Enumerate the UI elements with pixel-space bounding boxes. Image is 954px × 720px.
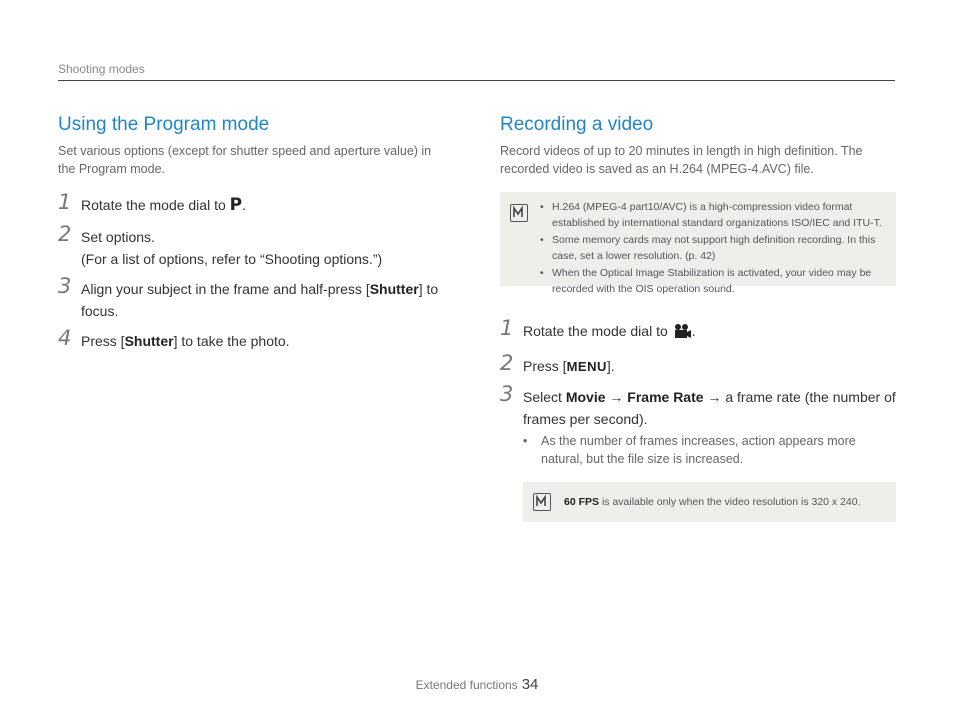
step-text: Align your subject in the frame and half-press [ (81, 281, 370, 297)
header-section-label: Shooting modes (58, 62, 145, 76)
note-list (540, 200, 884, 297)
step-number: 4 (58, 326, 72, 350)
step-text-end: . (691, 323, 696, 339)
program-step-4 (58, 326, 450, 352)
page-footer (0, 676, 954, 693)
frame-rate-note-box (523, 482, 896, 522)
step-sub-bullet: • As the number of frames increases, action appears more natural, but the file size is increased. (523, 432, 896, 468)
left-column (58, 114, 450, 352)
step-number: 3 (58, 274, 72, 298)
step-subtext: (For a list of options, refer to “Shooting options.”) (81, 251, 383, 267)
shutter-key-label: Shutter (124, 333, 174, 349)
menu-item-frame-rate: Frame Rate (627, 389, 704, 405)
step-text: Rotate the mode dial to (523, 323, 672, 339)
video-step-1 (500, 316, 896, 345)
step-text: Press [ (523, 358, 567, 374)
movie-camera-icon (672, 323, 692, 345)
step-text-end: . (242, 197, 247, 213)
step-number: 2 (58, 222, 72, 246)
program-mode-intro: Set various options (except for shutter speed and aperture value) in the Program mode. (58, 144, 432, 176)
note-pencil-icon (533, 493, 551, 511)
menu-item-movie: Movie (565, 389, 606, 405)
video-step-2 (500, 351, 896, 378)
shutter-key-label: Shutter (369, 281, 419, 297)
menu-key-label: MENU (566, 359, 607, 374)
arrow-separator: → (605, 389, 628, 405)
section-title-recording-video: Recording a video (500, 114, 654, 135)
note-text: is available only when the video resolution is 320 x 240. (599, 496, 861, 508)
step-text-end: a frame rate (the number of frames per second). (523, 389, 896, 427)
note-item: • When the Optical Image Stabilization is activated, your video may be recorded with the OIS operation sound. (540, 266, 884, 297)
section-title-program-mode: Using the Program mode (58, 114, 270, 135)
step-number: 3 (500, 382, 514, 406)
program-step-2 (58, 222, 450, 270)
program-mode-icon: P (229, 195, 243, 215)
step-text: Select (523, 389, 566, 405)
note-pencil-icon (510, 204, 528, 222)
step-text: Set options. (81, 229, 155, 245)
right-column (500, 114, 896, 522)
page-number: 34 (521, 676, 539, 693)
step-number: 1 (58, 190, 72, 214)
fps-label: 60 FPS (564, 496, 600, 508)
step-text: Rotate the mode dial to (81, 197, 230, 213)
note-item: • H.264 (MPEG-4 part10/AVC) is a high-compression video format established by international standard organizations ISO/IEC and ITU-T. (540, 200, 884, 231)
video-step-3 (500, 382, 896, 468)
step-number: 2 (500, 351, 514, 375)
video-note-box (500, 192, 896, 295)
step-number: 1 (500, 316, 514, 340)
step-text-end: ]. (606, 358, 615, 374)
header-divider (58, 80, 895, 81)
footer-label: Extended functions (415, 678, 518, 692)
program-step-3 (58, 274, 450, 322)
step-text-end: ] to focus. (81, 281, 439, 319)
arrow-separator: → (703, 389, 726, 405)
program-step-1 (58, 190, 450, 216)
step-text-end: ] to take the photo. (173, 333, 290, 349)
recording-video-intro: Record videos of up to 20 minutes in length in high definition. The recorded video is saved as an H.264 (MPEG-4.AVC) file. (500, 144, 863, 176)
step-text: Press [ (81, 333, 125, 349)
note-item: • Some memory cards may not support high definition recording. In this case, set a lower resolution. (p. 42) (540, 233, 884, 264)
